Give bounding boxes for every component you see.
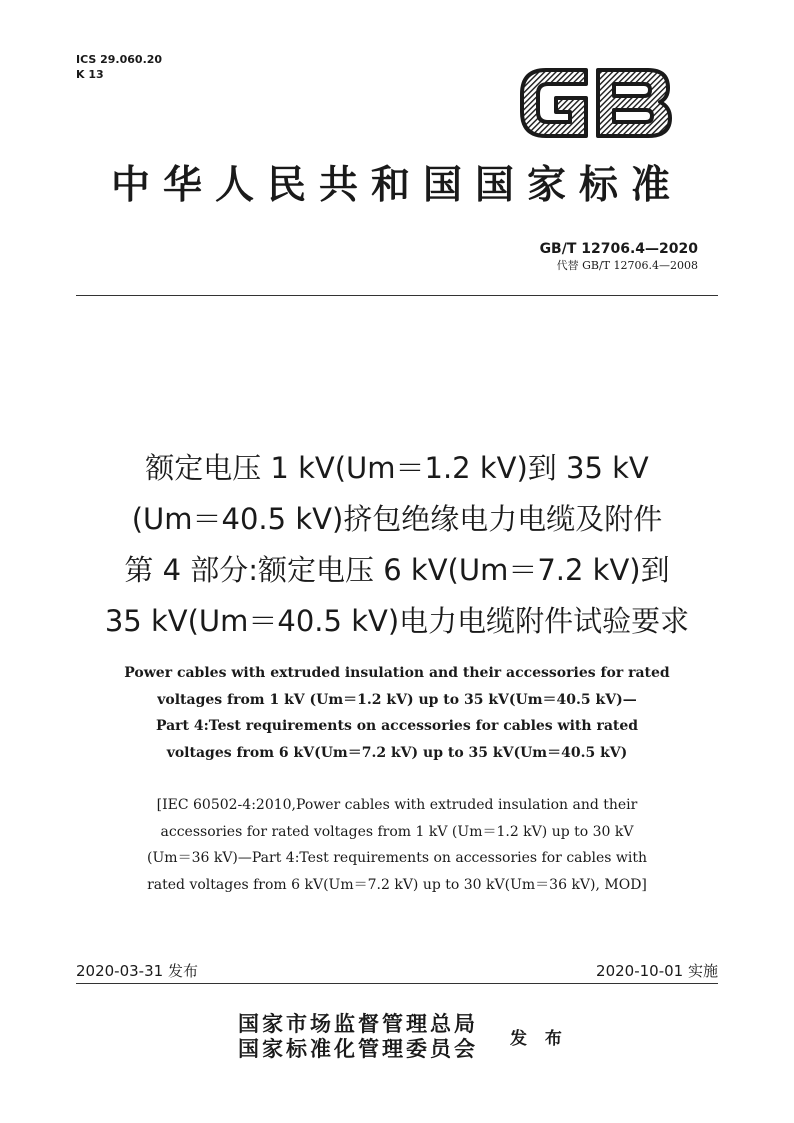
english-title-line: Part 4:Test requirements on accessories for cables with rated [155, 718, 639, 734]
iec-reference-line: [IEC 60502-4:2010,Power cables with extruded insulation and their [156, 797, 638, 813]
issuing-authorities [238, 1011, 478, 1061]
chinese-title-line: (Um＝40.5 kV)挤包绝缘电力电缆及附件 [131, 502, 663, 536]
replaced-standard: 代替 GB/T 12706.4—2008 [556, 259, 698, 272]
iec-reference-line: rated voltages from 6 kV(Um＝7.2 kV) up to 30 kV(Um＝36 kV), MOD] [147, 876, 647, 893]
national-standard-title: 中华人民共和国国家标准 [110, 162, 683, 208]
ccs-code: K 13 [76, 68, 104, 81]
english-title-line: voltages from 1 kV (Um＝1.2 kV) up to 35 kV(Um＝40.5 kV)— [157, 691, 637, 708]
header-divider [76, 295, 718, 296]
footer-divider [76, 983, 718, 984]
gb-logo [516, 60, 676, 145]
issue-label: 发 布 [510, 1029, 568, 1049]
implementation-date: 2020-10-01 实施 [596, 962, 718, 980]
chinese-title [0, 443, 794, 647]
chinese-title-line: 35 kV(Um＝40.5 kV)电力电缆附件试验要求 [104, 604, 690, 638]
english-title-line: voltages from 6 kV(Um＝7.2 kV) up to 35 kV(Um＝40.5 kV) [166, 744, 628, 761]
iec-reference [0, 792, 794, 898]
publish-date: 2020-03-31 发布 [76, 962, 198, 980]
iec-reference-line: accessories for rated voltages from 1 kV (Um＝1.2 kV) up to 30 kV [160, 823, 634, 840]
standard-number: GB/T 12706.4—2020 [539, 241, 698, 257]
issuer-name: 国家标准化管理委员会 [238, 1036, 478, 1061]
chinese-title-line: 额定电压 1 kV(Um＝1.2 kV)到 35 kV [145, 451, 649, 485]
classification-codes [76, 52, 162, 82]
chinese-title-line: 第 4 部分:额定电压 6 kV(Um＝7.2 kV)到 [124, 553, 670, 587]
ics-code: ICS 29.060.20 [76, 53, 163, 66]
issuer-name: 国家市场监督管理总局 [238, 1011, 478, 1036]
english-title-line: Power cables with extruded insulation and their accessories for rated [124, 665, 670, 681]
english-title [0, 660, 794, 766]
iec-reference-line: (Um＝36 kV)—Part 4:Test requirements on accessories for cables with [147, 850, 647, 866]
